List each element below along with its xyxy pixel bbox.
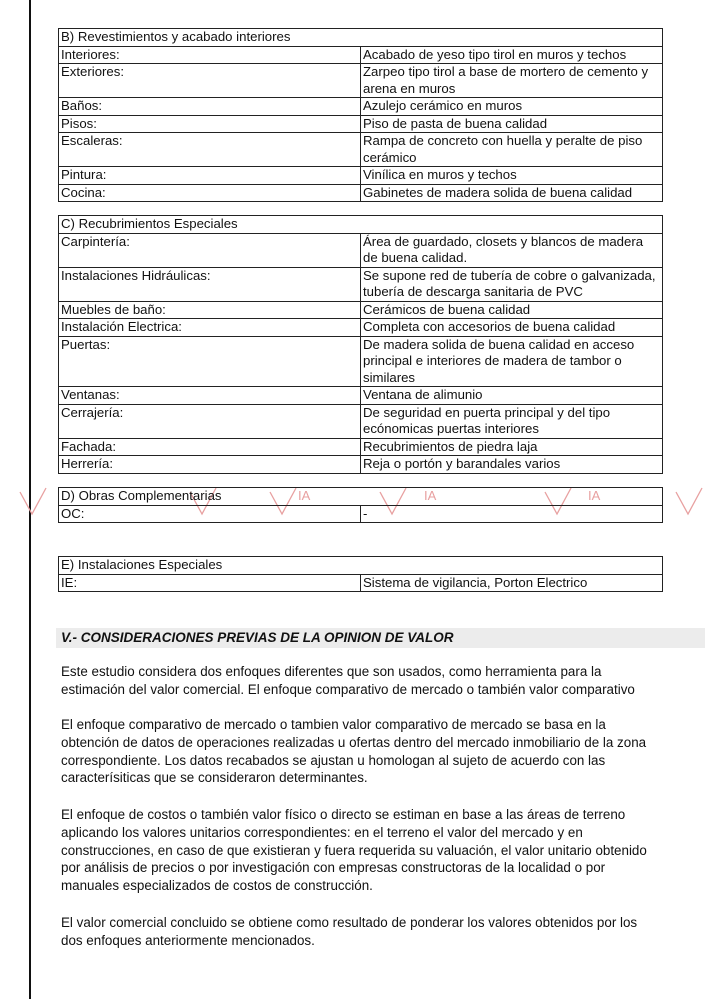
- row-label: Carpintería:: [59, 233, 361, 267]
- watermark-check-icon: [20, 488, 46, 514]
- row-label: Interiores:: [59, 46, 361, 64]
- recubrimientos-table: [58, 215, 663, 474]
- table-row: [59, 438, 663, 456]
- row-label: Baños:: [59, 98, 361, 116]
- obras-table: [58, 487, 663, 523]
- row-label: Instalación Electrica:: [59, 319, 361, 337]
- row-label: Cocina:: [59, 184, 361, 202]
- row-label: Pintura:: [59, 167, 361, 185]
- row-value: Área de guardado, closets y blancos de madera de buena calidad.: [361, 233, 663, 267]
- watermark-text: IA: [588, 488, 601, 503]
- table-row: [59, 167, 663, 185]
- row-label: Muebles de baño:: [59, 301, 361, 319]
- table-row: [59, 456, 663, 474]
- table-row: [59, 98, 663, 116]
- row-value: De seguridad en puerta principal y del tipo ecónomicas puertas interiores: [361, 404, 663, 438]
- watermark-text: IA: [298, 488, 311, 503]
- table-row: [59, 133, 663, 167]
- section-heading: V.- CONSIDERACIONES PREVIAS DE LA OPINION DE VALOR: [61, 630, 454, 645]
- table-title: E) Instalaciones Especiales: [59, 557, 663, 575]
- row-label: Escaleras:: [59, 133, 361, 167]
- row-label: Fachada:: [59, 438, 361, 456]
- row-value: Acabado de yeso tipo tirol en muros y techos: [361, 46, 663, 64]
- row-label: OC:: [59, 505, 361, 523]
- paragraph: El enfoque comparativo de mercado o tambien valor comparativo de mercado se basa en la obtención de datos de operaciones realizadas u ofertas dentro del mercado inmobiliario de la zona correspondiente. Los datos recabados se ajustan u homologan al sujeto de acuerdo con las caracterísiticas que se consideraron determinantes.: [61, 717, 647, 786]
- row-value: Piso de pasta de buena calidad: [361, 115, 663, 133]
- watermark-text: IA: [424, 488, 437, 503]
- row-value: Gabinetes de madera solida de buena calidad: [361, 184, 663, 202]
- row-label: Ventanas:: [59, 387, 361, 405]
- row-value: -: [361, 505, 663, 523]
- table-row: [59, 267, 663, 301]
- row-label: Herrería:: [59, 456, 361, 474]
- table-row: [59, 301, 663, 319]
- row-label: IE:: [59, 574, 361, 592]
- row-value: Ventana de alimunio: [361, 387, 663, 405]
- page-margin-line: [29, 0, 31, 999]
- revestimientos-table: [58, 28, 663, 202]
- table-row: [59, 387, 663, 405]
- table-title: C) Recubrimientos Especiales: [59, 216, 663, 234]
- table-row: [59, 64, 663, 98]
- table-row: [59, 46, 663, 64]
- table-title: D) Obras Complementarias: [59, 488, 663, 506]
- row-value: Sistema de vigilancia, Porton Electrico: [361, 574, 663, 592]
- section-heading-bar: [56, 628, 705, 648]
- paragraph: El valor comercial concluido se obtiene como resultado de ponderar los valores obtenidos por los dos enfoques anteriormente mencionados.: [61, 915, 638, 948]
- row-label: Exteriores:: [59, 64, 361, 98]
- table-row: [59, 505, 663, 523]
- row-label: Instalaciones Hidráulicas:: [59, 267, 361, 301]
- table-row: [59, 336, 663, 387]
- instalaciones-table: [58, 556, 663, 592]
- paragraph: Este estudio considera dos enfoques diferentes que son usados, como herramienta para la estimación del valor comercial. El enfoque comparativo de mercado o también valor comparativo: [61, 664, 635, 697]
- row-value: Azulejo cerámico en muros: [361, 98, 663, 116]
- row-label: Pisos:: [59, 115, 361, 133]
- row-value: Recubrimientos de piedra laja: [361, 438, 663, 456]
- row-value: Completa con accesorios de buena calidad: [361, 319, 663, 337]
- row-value: Reja o portón y barandales varios: [361, 456, 663, 474]
- table-row: [59, 574, 663, 592]
- row-value: Zarpeo tipo tirol a base de mortero de cemento y arena en muros: [361, 64, 663, 98]
- row-value: De madera solida de buena calidad en acceso principal e interiores de madera de tambor o similares: [361, 336, 663, 387]
- row-value: Vinílica en muros y techos: [361, 167, 663, 185]
- table-row: [59, 319, 663, 337]
- row-label: Cerrajería:: [59, 404, 361, 438]
- row-label: Puertas:: [59, 336, 361, 387]
- table-row: [59, 115, 663, 133]
- row-value: Cerámicos de buena calidad: [361, 301, 663, 319]
- row-value: Se supone red de tubería de cobre o galvanizada, tubería de descarga sanitaria de PVC: [361, 267, 663, 301]
- table-row: [59, 404, 663, 438]
- table-title: B) Revestimientos y acabado interiores: [59, 29, 663, 47]
- watermark-check-icon: [676, 488, 702, 514]
- table-row: [59, 233, 663, 267]
- paragraph: El enfoque de costos o también valor físico o directo se estiman en base a las áreas de terreno aplicando los valores unitarios correspondientes: en el terreno el valor del mercado y en construcciones, en caso de que existieran y fuera requerida su valuación, el valor unitario obtenido por análisis de precios o por investigación con empresas constructoras de la localidad o por manuales especializados de costos de construcción.: [61, 807, 647, 894]
- row-value: Rampa de concreto con huella y peralte de piso cerámico: [361, 133, 663, 167]
- table-row: [59, 184, 663, 202]
